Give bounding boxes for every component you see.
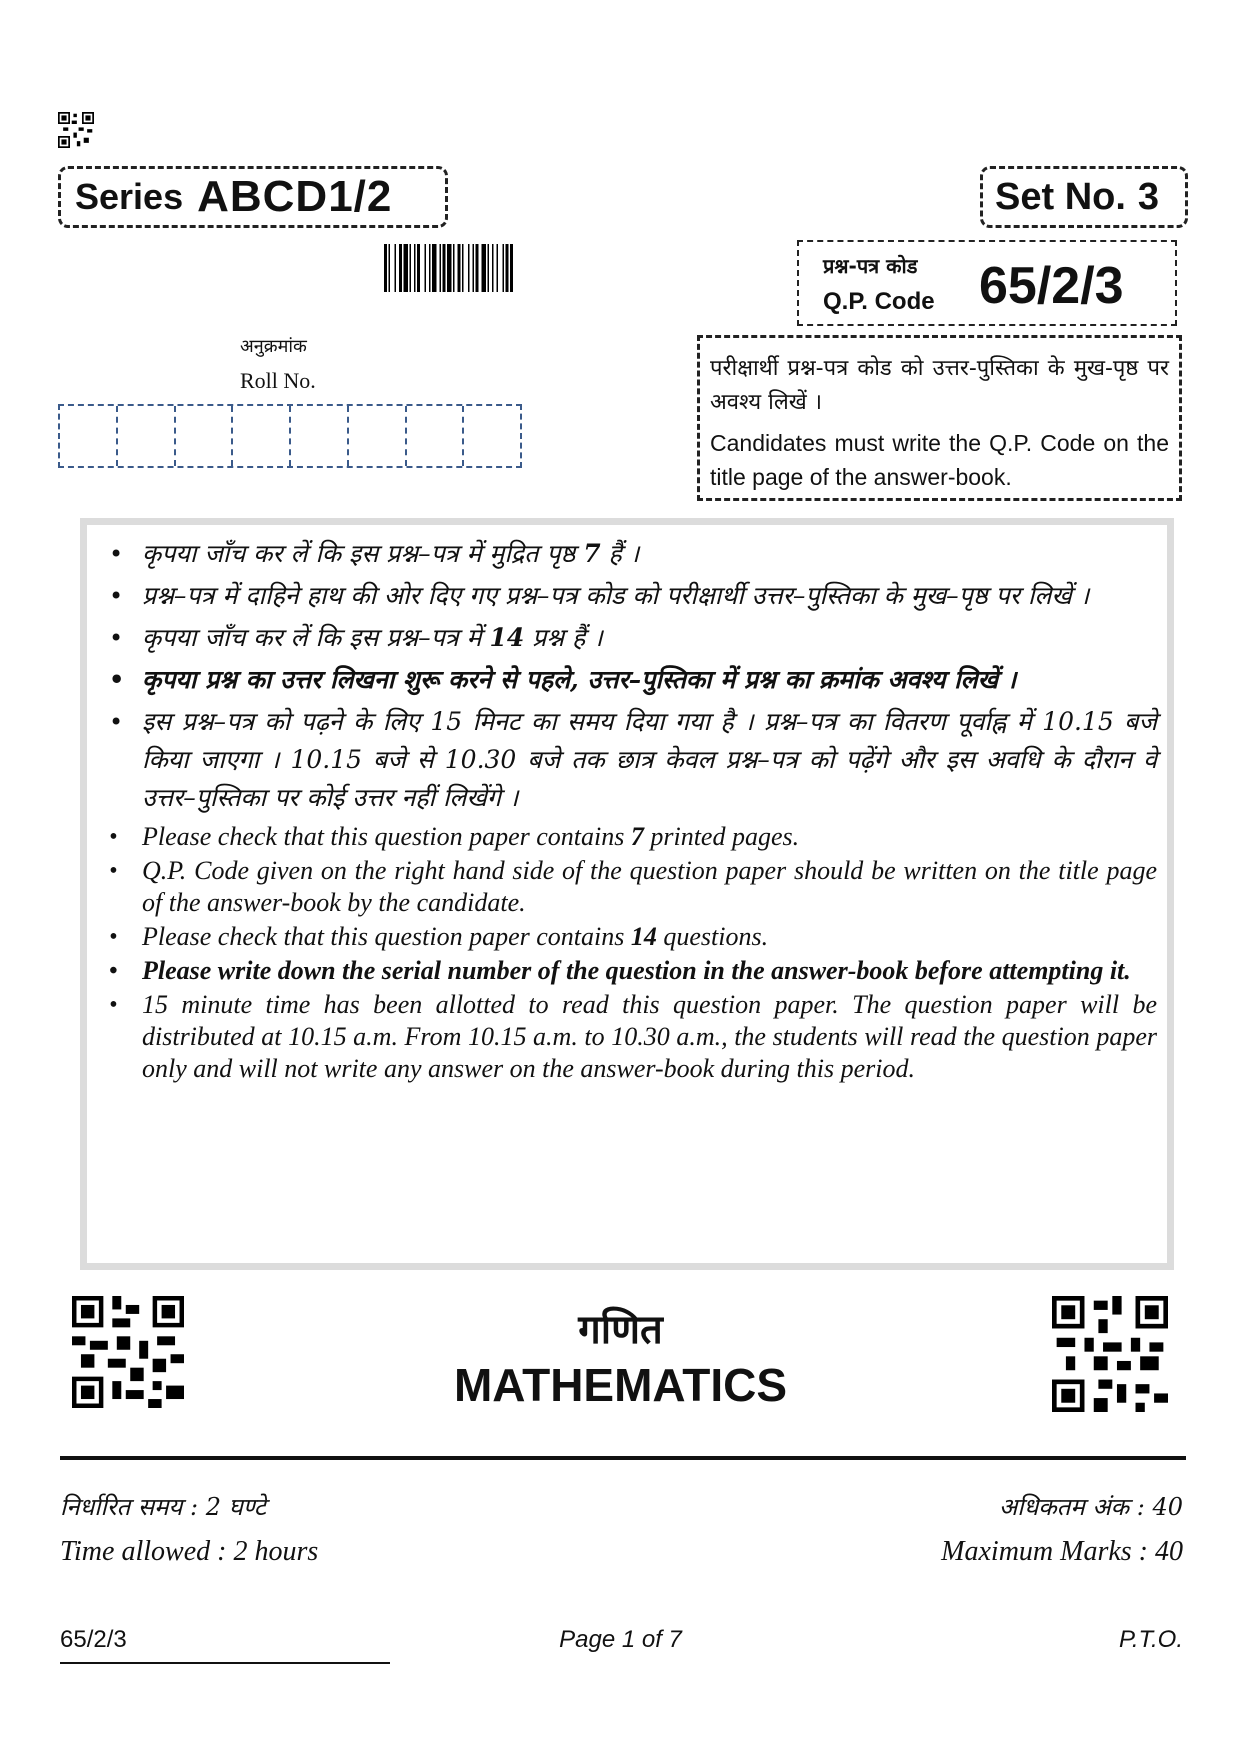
separator-rule [60,1456,1186,1460]
instruction-text: इस प्रश्न–पत्र को पढ़ने के लिए 15 मिनट का समय दिया गया है । प्रश्न–पत्र का वितरण पूर्वाह्न में 10.15 बजे किया जाएगा । 10.15 बजे से 10.30 बजे तक छात्र केवल प्रश्न–पत्र को पढ़ेंगे और इस अवधि के दौरान वे उत्तर–पुस्तिका पर कोई उत्तर नहीं लिखेंगे । [142,707,1157,812]
qp-code-box [797,240,1177,326]
footer-underline [60,1662,390,1664]
qp-code-label-hindi: प्रश्न-पत्र कोड [823,254,918,278]
instruction-emphasis: 7 [630,822,644,851]
instruction-text: कृपया प्रश्न का उत्तर लिखना शुरू करने से पहले, उत्तर–पुस्तिका में प्रश्न का क्रमांक अवश्य लिखें । [142,665,1017,694]
instruction-text: कृपया जाँच कर लें कि इस प्रश्न–पत्र में मुद्रित पृष्ठ [142,539,584,568]
time-allowed-hindi: निर्धारित समय : 2 घण्टे [60,1493,267,1521]
instruction-emphasis: 7 [583,539,601,568]
series-value: ABCD1/2 [197,172,393,221]
roll-number-boxes[interactable] [58,404,522,468]
instruction-text: Please check that this question paper contains [142,822,631,851]
instruction-text: प्रश्न–पत्र में दाहिने हाथ की ओर दिए गए प्रश्न–पत्र कोड को परीक्षार्थी उत्तर–पुस्तिका के मुख–पृष्ठ पर लिखें । [142,581,1090,610]
instruction-item [97,955,1157,987]
roll-number-label-hindi: अनुक्रमांक [240,336,307,357]
roll-digit-box[interactable] [291,406,349,466]
time-allowed: Time allowed : 2 hours [60,1536,319,1567]
subject-title-hindi: गणित [578,1307,663,1353]
set-number-value: 3 [1137,175,1160,218]
instruction-text: कृपया जाँच कर लें कि इस प्रश्न–पत्र में [142,623,490,652]
instruction-text: 15 minute time has been allotted to read this question paper. The question paper will be distributed at 10.15 a.m. From 10.15 a.m. to 10.30 a.m., the students will read the question paper only and will not write any answer on the answer-book during this period. [142,990,1157,1083]
instruction-item [97,989,1157,1085]
instruction-item [97,661,1157,699]
candidate-note: Candidates must write the Q.P. Code on the title page of the answer-book. [710,430,1169,490]
roll-digit-box[interactable] [60,406,118,466]
set-number-label: Set No. [995,175,1126,218]
instruction-item [97,921,1157,953]
instructions-list [97,535,1157,1087]
instruction-item [97,577,1157,615]
maximum-marks-hindi: अधिकतम अंक : 40 [998,1493,1183,1521]
instruction-item [97,619,1157,657]
qr-code-icon [1052,1296,1168,1412]
instruction-emphasis: 14 [630,922,657,951]
maximum-marks: Maximum Marks : 40 [941,1536,1183,1567]
roll-digit-box[interactable] [118,406,176,466]
roll-digit-box[interactable] [233,406,291,466]
candidate-note-hindi: परीक्षार्थी प्रश्न-पत्र कोड को उत्तर-पुस्तिका के मुख-पृष्ठ पर अवश्य लिखें । [710,356,1169,415]
subject-title: MATHEMATICS [453,1359,788,1411]
instruction-text: Q.P. Code given on the right hand side of the question paper should be written on the title page of the answer-book by the candidate. [142,856,1157,917]
qp-code-label: Q.P. Code [823,288,935,315]
roll-number-label: Roll No. [240,368,316,393]
instruction-text: प्रश्न हैं । [524,623,603,652]
instruction-emphasis: 14 [489,623,525,652]
page-number: Page 1 of 7 [559,1626,682,1653]
roll-digit-box[interactable] [176,406,234,466]
roll-digit-box[interactable] [349,406,407,466]
instruction-item [97,535,1157,573]
roll-digit-box[interactable] [407,406,465,466]
set-number-box [980,166,1188,228]
instruction-text: हैं । [600,539,640,568]
series-label: Series [75,176,184,217]
instruction-item [97,855,1157,919]
small-qr-code-icon [58,112,94,148]
instruction-text: Please write down the serial number of the question in the answer-book before attempting it. [142,956,1131,985]
footer-qp-code: 65/2/3 [60,1626,127,1653]
roll-digit-box[interactable] [464,406,520,466]
candidate-note-box [697,335,1182,501]
instruction-text: questions. [656,922,769,951]
instruction-item [97,821,1157,853]
series-box [58,166,448,228]
barcode-icon [384,244,584,292]
qp-code-value: 65/2/3 [979,257,1124,315]
instructions-box [80,518,1174,1270]
please-turn-over: P.T.O. [1118,1626,1183,1653]
instruction-item [97,703,1157,817]
instruction-text: printed pages. [643,822,800,851]
instruction-text: Please check that this question paper contains [142,922,631,951]
